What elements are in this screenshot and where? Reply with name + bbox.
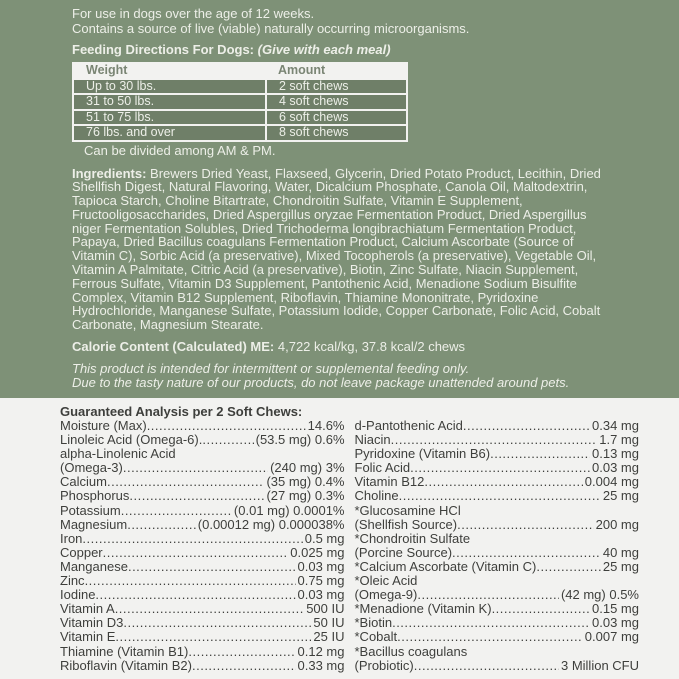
analysis-nutrient-label: Riboflavin (Vitamin B2) bbox=[60, 657, 192, 673]
dot-leader bbox=[82, 532, 302, 546]
dot-leader bbox=[115, 602, 305, 616]
analysis-nutrient-label: Vitamin D3 bbox=[60, 615, 124, 631]
analysis-nutrient-label: (Porcine Source) bbox=[354, 544, 453, 560]
ingredients-paragraph bbox=[72, 167, 617, 333]
analysis-row bbox=[60, 433, 345, 447]
calorie-content-value: 4,722 kcal/kg, 37.8 kcal/2 chews bbox=[277, 339, 466, 355]
analysis-nutrient-label: Folic Acid bbox=[354, 460, 411, 476]
feeding-table-header-amount: Amount bbox=[266, 63, 407, 79]
dot-leader bbox=[410, 461, 590, 475]
feeding-table bbox=[72, 62, 408, 142]
analysis-row bbox=[355, 574, 640, 588]
dot-leader bbox=[391, 433, 598, 447]
dot-leader bbox=[107, 475, 264, 489]
weight-cell: 51 to 75 lbs. bbox=[73, 110, 266, 126]
dot-leader bbox=[95, 588, 295, 602]
analysis-nutrient-value: 0.13 mg bbox=[592, 446, 639, 462]
analysis-nutrient-label: Iodine bbox=[60, 587, 96, 603]
analysis-row bbox=[60, 659, 345, 673]
analysis-nutrient-label: Potassium bbox=[60, 502, 121, 518]
analysis-nutrient-label: Iron bbox=[60, 530, 83, 546]
dot-leader bbox=[127, 518, 196, 532]
analysis-nutrient-label: (Omega-3) bbox=[60, 460, 123, 476]
analysis-row bbox=[355, 475, 640, 489]
dot-leader bbox=[424, 475, 582, 489]
feeding-table-row bbox=[73, 110, 407, 126]
analysis-nutrient-value: (240 mg) 3% bbox=[270, 460, 345, 476]
analysis-nutrient-label: Vitamin A bbox=[60, 601, 115, 617]
analysis-row bbox=[355, 560, 640, 574]
analysis-nutrient-value: 50 IU bbox=[313, 615, 345, 631]
analysis-nutrient-value: 0.03 mg bbox=[592, 615, 639, 631]
dot-leader bbox=[129, 489, 264, 503]
analysis-row bbox=[355, 447, 640, 461]
amount-cell: 8 soft chews bbox=[266, 125, 407, 141]
analysis-nutrient-value: 40 mg bbox=[602, 544, 639, 560]
feeding-table-row bbox=[73, 125, 407, 141]
dot-leader bbox=[85, 574, 296, 588]
analysis-row bbox=[355, 602, 640, 616]
analysis-nutrient-label: *Menadione (Vitamin K) bbox=[354, 601, 492, 617]
analysis-nutrient-value: (35 mg) 0.4% bbox=[266, 474, 345, 490]
dot-leader bbox=[103, 546, 289, 560]
analysis-row bbox=[355, 419, 640, 433]
analysis-nutrient-value: 25 mg bbox=[602, 558, 639, 574]
analysis-nutrient-value: 0.75 mg bbox=[297, 573, 345, 589]
analysis-row bbox=[355, 546, 640, 560]
analysis-row bbox=[355, 504, 640, 518]
dot-leader bbox=[188, 645, 295, 659]
feeding-disclaimer bbox=[72, 362, 617, 390]
analysis-row bbox=[60, 532, 345, 546]
dot-leader bbox=[128, 560, 296, 574]
analysis-nutrient-value: 14.6% bbox=[307, 418, 345, 433]
analysis-nutrient-label: Calcium bbox=[60, 474, 107, 490]
analysis-nutrient-value: 25 IU bbox=[313, 629, 345, 645]
analysis-nutrient-label: *Chondroitin Sulfate bbox=[354, 530, 471, 546]
analysis-nutrient-label: *Biotin bbox=[354, 615, 393, 631]
analysis-nutrient-value: 0.025 mg bbox=[290, 544, 345, 560]
feeding-directions-heading bbox=[72, 43, 617, 58]
dot-leader bbox=[490, 447, 590, 461]
analysis-nutrient-value: 0.03 mg bbox=[297, 587, 345, 603]
dot-leader bbox=[123, 616, 311, 630]
analysis-row bbox=[355, 616, 640, 630]
dot-leader bbox=[397, 630, 583, 644]
feeding-directions-note: (Give with each meal) bbox=[257, 42, 391, 57]
analysis-nutrient-label: *Glucosamine HCl bbox=[354, 502, 461, 518]
analysis-nutrient-value: 0.007 mg bbox=[584, 629, 639, 645]
analysis-nutrient-label: Moisture (Max) bbox=[60, 418, 147, 433]
analysis-nutrient-value: 0.15 mg bbox=[592, 601, 639, 617]
analysis-row bbox=[60, 630, 345, 644]
dot-leader bbox=[123, 461, 268, 475]
feeding-table-header-row bbox=[73, 63, 407, 79]
feeding-table-row bbox=[73, 79, 407, 95]
guaranteed-analysis-columns bbox=[60, 419, 639, 673]
analysis-nutrient-label: Vitamin E bbox=[60, 629, 116, 645]
analysis-row bbox=[60, 588, 345, 602]
analysis-row bbox=[60, 461, 345, 475]
analysis-nutrient-label: *Cobalt bbox=[354, 629, 398, 645]
analysis-row bbox=[355, 489, 640, 503]
analysis-nutrient-value: 25 mg bbox=[602, 488, 639, 504]
feeding-table-row bbox=[73, 94, 407, 110]
analysis-nutrient-value: 500 IU bbox=[306, 601, 345, 617]
disclaimer-line-1: This product is intended for intermittent or supplemental feeding only. bbox=[72, 361, 470, 377]
analysis-nutrient-label: d-Pantothenic Acid bbox=[354, 418, 463, 433]
dot-leader bbox=[463, 419, 590, 433]
analysis-nutrient-value: (27 mg) 0.3% bbox=[266, 488, 345, 504]
analysis-row bbox=[355, 659, 640, 673]
analysis-nutrient-label: (Shellfish Source) bbox=[354, 516, 458, 532]
dot-leader bbox=[452, 546, 601, 560]
ingredients-label: Ingredients: bbox=[72, 165, 147, 181]
amount-cell: 6 soft chews bbox=[266, 110, 407, 126]
analysis-row bbox=[355, 588, 640, 602]
analysis-row bbox=[60, 475, 345, 489]
analysis-nutrient-label: (Omega-9) bbox=[354, 587, 418, 603]
analysis-nutrient-label: Choline bbox=[354, 488, 399, 504]
analysis-nutrient-value: 0.03 mg bbox=[592, 460, 639, 476]
analysis-row bbox=[60, 602, 345, 616]
analysis-nutrient-value: (0.01 mg) 0.0001% bbox=[233, 502, 345, 518]
analysis-nutrient-label: Zinc bbox=[60, 573, 85, 589]
microorganisms-line: Contains a source of live (viable) naturally occurring microorganisms. bbox=[72, 20, 470, 36]
analysis-nutrient-label: (Probiotic) bbox=[354, 657, 414, 673]
analysis-nutrient-value: 0.34 mg bbox=[592, 418, 639, 433]
dot-leader bbox=[399, 489, 601, 503]
analysis-row bbox=[60, 504, 345, 518]
analysis-nutrient-value: (42 mg) 0.5% bbox=[560, 587, 639, 603]
analysis-nutrient-value: 0.33 mg bbox=[297, 657, 345, 673]
dot-leader bbox=[536, 560, 601, 574]
guaranteed-analysis-section bbox=[0, 398, 679, 673]
dot-leader bbox=[121, 504, 232, 518]
amount-cell: 4 soft chews bbox=[266, 94, 407, 110]
dot-leader bbox=[414, 659, 559, 673]
analysis-row bbox=[60, 616, 345, 630]
feeding-table-note: Can be divided among AM & PM. bbox=[84, 142, 276, 158]
analysis-nutrient-label: Manganese bbox=[60, 558, 128, 574]
dot-leader bbox=[392, 616, 590, 630]
guaranteed-analysis-title: Guaranteed Analysis per 2 Soft Chews: bbox=[60, 404, 303, 419]
dot-leader bbox=[457, 518, 594, 532]
analysis-row bbox=[60, 518, 345, 532]
analysis-nutrient-label: Thiamine (Vitamin B1) bbox=[60, 643, 189, 659]
dot-leader bbox=[417, 588, 559, 602]
analysis-nutrient-label: Pyridoxine (Vitamin B6) bbox=[354, 446, 491, 462]
dot-leader bbox=[147, 419, 306, 433]
analysis-nutrient-label: Vitamin B12 bbox=[354, 474, 425, 490]
analysis-column-left bbox=[60, 419, 345, 673]
calorie-content-label: Calorie Content (Calculated) ME: bbox=[72, 339, 275, 355]
dot-leader bbox=[202, 433, 253, 447]
weight-cell: 76 lbs. and over bbox=[73, 125, 266, 141]
analysis-nutrient-value: 0.03 mg bbox=[297, 558, 345, 574]
analysis-nutrient-label: Copper bbox=[60, 544, 103, 560]
analysis-nutrient-value: 1.7 mg bbox=[599, 432, 639, 448]
analysis-row bbox=[60, 546, 345, 560]
analysis-row bbox=[355, 532, 640, 546]
dot-leader bbox=[192, 659, 296, 673]
weight-cell: 31 to 50 lbs. bbox=[73, 94, 266, 110]
analysis-nutrient-value: 0.004 mg bbox=[584, 474, 639, 490]
analysis-nutrient-value: 0.5 mg bbox=[304, 530, 345, 546]
analysis-row bbox=[60, 560, 345, 574]
dot-leader bbox=[115, 630, 311, 644]
analysis-row bbox=[60, 447, 345, 461]
analysis-nutrient-label: Linoleic Acid (Omega-6). bbox=[60, 432, 203, 448]
analysis-nutrient-label: Niacin bbox=[354, 432, 391, 448]
analysis-nutrient-value: (53.5 mg) 0.6% bbox=[255, 432, 345, 448]
dot-leader bbox=[492, 602, 590, 616]
analysis-row bbox=[355, 518, 640, 532]
feeding-table-header-weight: Weight bbox=[73, 63, 266, 79]
analysis-row bbox=[355, 630, 640, 644]
ingredients-text: Brewers Dried Yeast, Flaxseed, Glycerin, Dried Potato Product, Lecithin, Dried Shellfish Digest, Natural Flavoring, Water, Dicalcium Phosphate, Canola Oil, Maltodextrin, Tapioca Starch, Choline Bitartrate, Chondroitin Sulfate, Vitamin E Supplement, Fructooligosaccharides, Dried Aspergillus oryzae Fermentation Product, Dried Aspergillus niger Fermentation Solubles, Dried Trichoderma longibrachiatum Fermentation Product, Papaya, Dried Bacillus coagulans Fermentation Product, Calcium Ascorbate (Source of Vitamin C), Sorbic Acid (a preservative), Mixed Tocopherols (a preservative), Vegetable Oil, Vitamin A Palmitate, Citric Acid (a preservative), Biotin, Zinc Sulfate, Niacin Supplement, Ferrous Sulfate, Vitamin D3 Supplement, Pantothenic Acid, Menadione Sodium Bisulfite Complex, Vitamin B12 Supplement, Riboflavin, Thiamine Mononitrate, Pyridoxine Hydrochloride, Manganese Sulfate, Potassium Iodide, Copper Carbonate, Folic Acid, Cobalt Carbonate, Magnesium Stearate. bbox=[72, 165, 601, 333]
amount-cell: 2 soft chews bbox=[266, 79, 407, 95]
feeding-directions-title: Feeding Directions For Dogs: bbox=[72, 42, 255, 57]
analysis-column-right bbox=[355, 419, 640, 673]
analysis-row bbox=[60, 489, 345, 503]
calorie-content-line bbox=[72, 340, 617, 354]
usage-line: For use in dogs over the age of 12 weeks. bbox=[72, 6, 315, 21]
analysis-nutrient-value: 200 mg bbox=[595, 516, 639, 532]
analysis-nutrient-value: 0.12 mg bbox=[297, 643, 345, 659]
analysis-nutrient-label: Magnesium bbox=[60, 516, 128, 532]
analysis-nutrient-label: *Calcium Ascorbate (Vitamin C) bbox=[354, 558, 537, 574]
analysis-row bbox=[60, 645, 345, 659]
analysis-nutrient-label: *Bacillus coagulans bbox=[354, 643, 468, 659]
analysis-row bbox=[355, 461, 640, 475]
weight-cell: Up to 30 lbs. bbox=[73, 79, 266, 95]
analysis-nutrient-value: (0.00012 mg) 0.000038% bbox=[197, 516, 345, 532]
analysis-row bbox=[355, 645, 640, 659]
analysis-nutrient-label: alpha-Linolenic Acid bbox=[60, 446, 176, 462]
analysis-nutrient-label: Phosphorus bbox=[60, 488, 130, 504]
analysis-nutrient-value: 3 Million CFU bbox=[560, 657, 639, 673]
analysis-row bbox=[355, 433, 640, 447]
analysis-row bbox=[60, 574, 345, 588]
disclaimer-line-2: Due to the tasty nature of our products, do not leave package unattended around pets. bbox=[72, 375, 570, 391]
analysis-row bbox=[60, 419, 345, 433]
analysis-nutrient-label: *Oleic Acid bbox=[354, 573, 418, 589]
